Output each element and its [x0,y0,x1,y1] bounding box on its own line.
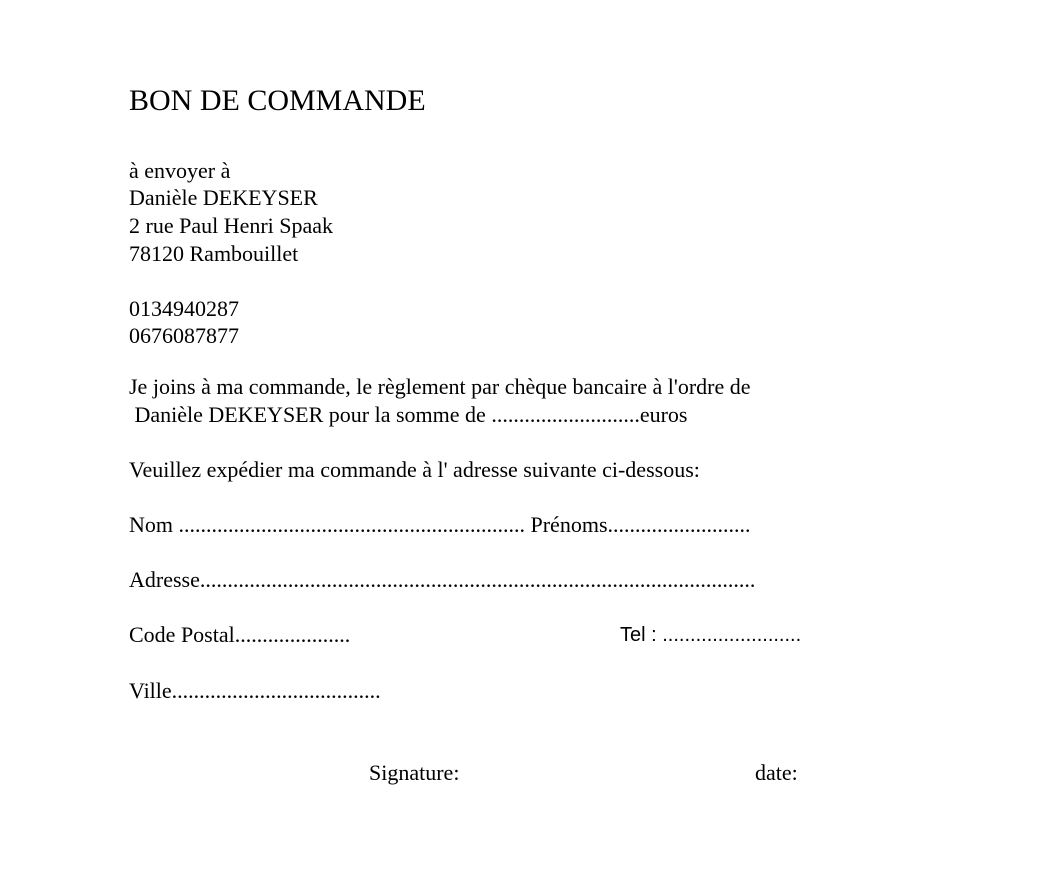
page-title: BON DE COMMANDE [129,84,426,117]
name-field: Nom ............................................................... Prénoms.......................... [129,512,751,537]
address-field: Adresse..................................................................................................... [129,567,756,592]
shipping-instruction: Veuillez expédier ma commande à l' adresse suivante ci-dessous: [129,457,700,482]
date-label: date: [755,760,798,785]
city-field: Ville...................................... [129,678,381,703]
phone-number-2: 0676087877 [129,323,239,348]
send-to-label: à envoyer à [129,158,231,183]
postal-code-field: Code Postal..................... [129,622,351,647]
phone-field: Tel : ......................... [620,624,802,646]
recipient-name: Danièle DEKEYSER [129,185,318,210]
payment-text-line-2: Danièle DEKEYSER pour la somme de ...........................euros [129,402,688,427]
address-line-2: 78120 Rambouillet [129,241,299,266]
signature-label: Signature: [369,760,460,785]
address-line-1: 2 rue Paul Henri Spaak [129,213,334,238]
phone-number-1: 0134940287 [129,296,239,321]
payment-text-line-1: Je joins à ma commande, le règlement par chèque bancaire à l'ordre de [129,374,751,399]
